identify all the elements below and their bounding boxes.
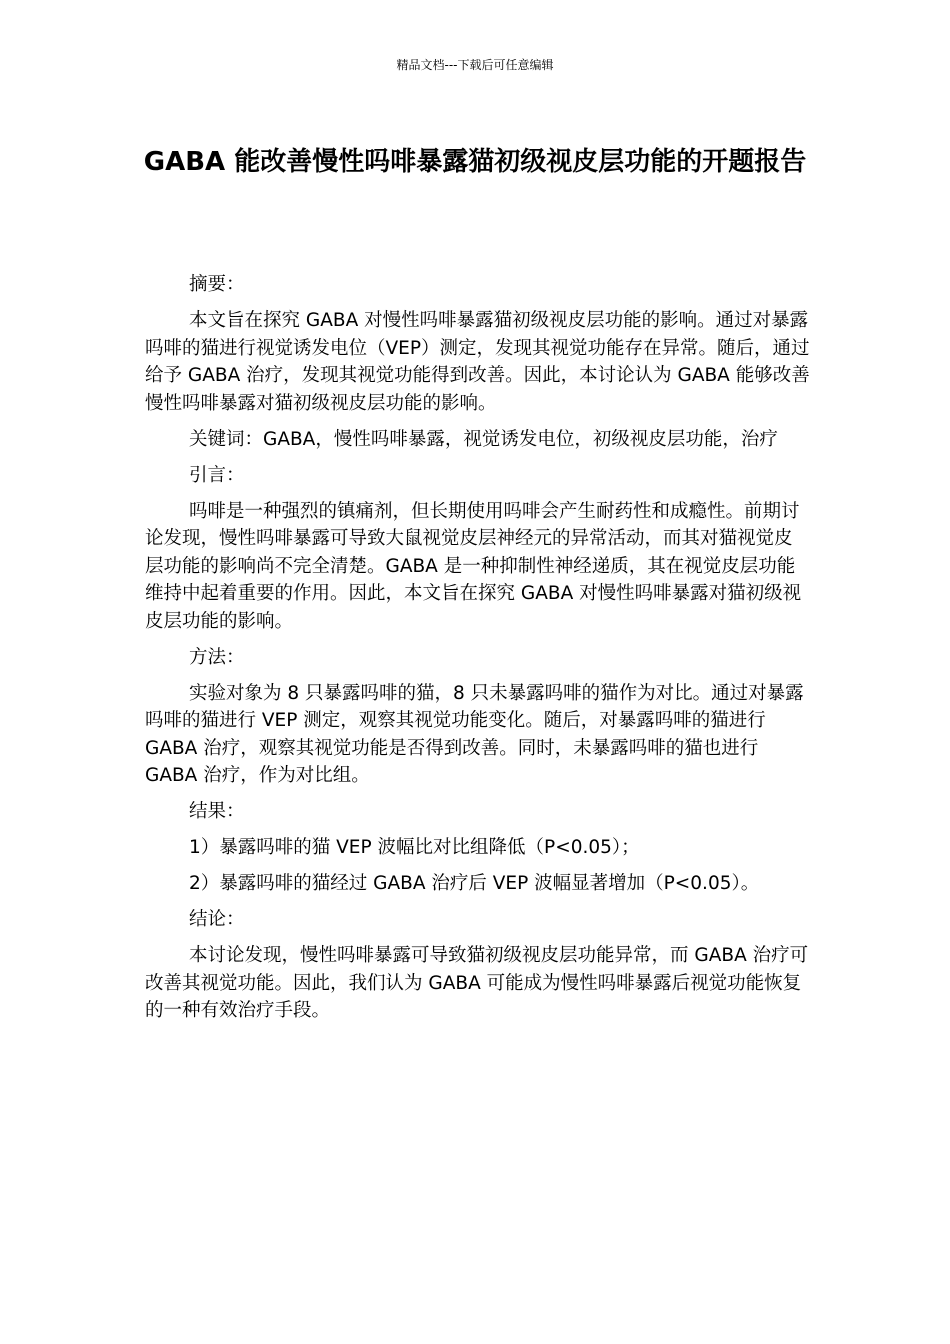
introduction-heading: 引言： [189, 464, 245, 486]
methods-paragraph: 实验对象为 8 只暴露吗啡的猫，8 只未暴露吗啡的猫作为对比。通过对暴露吗啡的猫进行 VEP 测定，观察其视觉功能变化。随后，对暴露吗啡的猫进行 GABA 治疗，观察其视觉功能是否得到改善。同时，未暴露吗啡的猫也进行 GABA 治疗，作为对比组。 [145, 682, 804, 786]
methods-heading: 方法： [189, 646, 245, 668]
result-item-2: 2）暴露吗啡的猫经过 GABA 治疗后 VEP 波幅显著增加（P<0.05）。 [189, 873, 760, 894]
document-body [145, 271, 810, 1033]
abstract-heading: 摘要： [189, 274, 245, 295]
result-item-1: 1）暴露吗啡的猫 VEP 波幅比对比组降低（P<0.05）； [189, 837, 640, 858]
keywords-paragraph: 关键词：GABA，慢性吗啡暴露，视觉诱发电位，初级视皮层功能，治疗 [189, 428, 778, 450]
abstract-paragraph: 本文旨在探究 GABA 对慢性吗啡暴露猫初级视皮层功能的影响。通过对暴露吗啡的猫进行视觉诱发电位（VEP）测定，发现其视觉功能存在异常。随后，通过给予 GABA 治疗，发现其视觉功能得到改善。因此，本讨论认为 GABA 能够改善慢性吗啡暴露对猫初级视皮层功能的影响。 [145, 310, 810, 414]
document-title: GABA 能改善慢性吗啡暴露猫初级视皮层功能的开题报告 [143, 147, 807, 177]
header-note: 精品文档---下载后可任意编辑 [396, 58, 554, 72]
results-heading: 结果： [189, 801, 245, 822]
conclusion-heading: 结论： [189, 909, 245, 930]
introduction-paragraph: 吗啡是一种强烈的镇痛剂，但长期使用吗啡会产生耐药性和成瘾性。前期讨论发现，慢性吗啡暴露可导致大鼠视觉皮层神经元的异常活动，而其对猫视觉皮层功能的影响尚不完全清楚。GABA 是一种抑制性神经递质，其在视觉皮层功能维持中起着重要的作用。因此，本文旨在探究 GABA 对慢性吗啡暴露对猫初级视皮层功能的影响。 [145, 500, 802, 632]
conclusion-paragraph: 本讨论发现，慢性吗啡暴露可导致猫初级视皮层功能异常，而 GABA 治疗可改善其视觉功能。因此，我们认为 GABA 可能成为慢性吗啡暴露后视觉功能恢复的一种有效治疗手段。 [145, 945, 809, 1021]
